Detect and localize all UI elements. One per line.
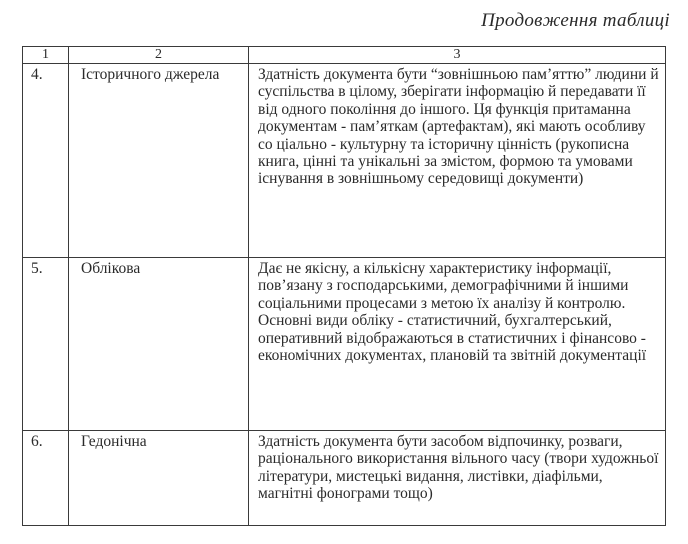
header-col-2: 2 [69,47,249,64]
function-name: Історичного джерела [69,64,249,258]
table-row [23,64,666,258]
function-name: Облікова [69,258,249,431]
function-description: Здатність документа бути засобом відпочинку, розваги, раціонального використання вільного часу (твори художньої літератури, мистецькі видання, листівки, діафільми, магнітні фонограми тощо) [249,431,666,526]
table-header-row [23,47,666,64]
row-number: 5. [23,258,69,431]
table-row [23,431,666,526]
function-description: Здатність документа бути “зовнішньою пам’яттю” людини й суспільства в цілому, зберігати інформацію й передавати її від одного покоління до іншого. Ця функція притаманна документам - пам’яткам (артефактам), які мають особливу со ціально - культурну та історичну цінність (рукописна книга, цінні та унікальні за змістом, формою та умовами існування в зовнішньому середовищі документи) [249,64,666,258]
functions-table [22,46,666,526]
table-continuation-caption: Продовження таблиці [481,10,670,31]
function-name: Гедонічна [69,431,249,526]
row-number: 6. [23,431,69,526]
function-description: Дає не якісну, а кількісну характеристику інформації, пов’язану з господарськими, демографічними й іншими соціальними процесами з метою їх аналізу й контролю. Основні види обліку - статистичний, бухгалтерський, оперативний відображаються в статистичних і фінансово - економічних документах, плановій та звітній документації [249,258,666,431]
row-number: 4. [23,64,69,258]
header-col-3: 3 [249,47,666,64]
header-col-1: 1 [23,47,69,64]
table-row [23,258,666,431]
